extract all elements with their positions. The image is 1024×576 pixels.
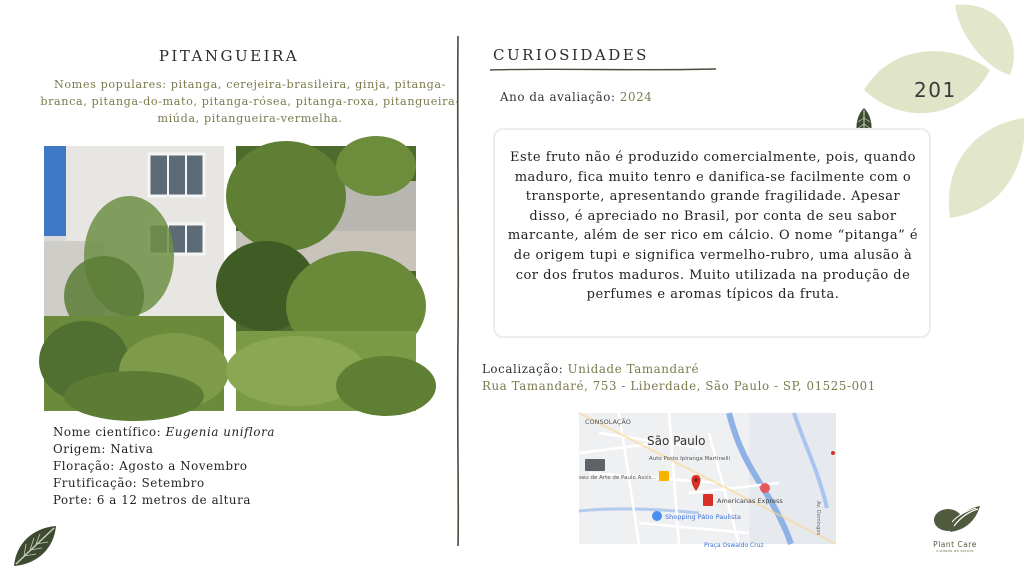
map-label-city: São Paulo <box>647 434 706 448</box>
evaluation-year <box>500 90 652 104</box>
plant-title: PITANGUEIRA <box>158 47 300 65</box>
year-value: 2024 <box>619 90 653 104</box>
map-label-museum: seu de Arte de Paulo Assis... <box>579 475 657 481</box>
scientific-name-label: Nome científico: <box>53 425 162 439</box>
fruiting-row: Frutificação: Setembro <box>53 476 205 490</box>
logo-tagline: cuidado da planta <box>936 549 974 553</box>
location-label: Localização: <box>482 362 564 376</box>
map-label-street: Av. Domingos <box>815 501 821 536</box>
scientific-name-row <box>53 424 275 441</box>
page-number: 201 <box>914 78 957 102</box>
title-underline <box>490 66 716 72</box>
map-label-district: CONSOLAÇÃO <box>585 418 631 426</box>
map-label-mall: Shopping Pátio Paulista <box>665 513 741 521</box>
size-row: Porte: 6 a 12 metros de altura <box>53 493 252 507</box>
flowering-row: Floração: Agosto a Novembro <box>53 459 248 473</box>
plant-photo-garden <box>236 146 416 411</box>
location-block <box>482 361 876 395</box>
plant-care-logo <box>922 502 988 553</box>
leaf-shape <box>949 118 1024 218</box>
logo-icon <box>928 502 982 536</box>
plant-photo-building <box>44 146 224 411</box>
map-label-store: Americanas Express <box>717 497 783 505</box>
scientific-name-value: Eugenia uniflora <box>165 425 275 439</box>
popular-names-label: Nomes populares: <box>53 78 167 91</box>
column-divider <box>455 36 461 546</box>
section-title: CURIOSIDADES <box>493 46 649 64</box>
year-label: Ano da avaliação: <box>500 90 616 104</box>
origin-row: Origem: Nativa <box>53 442 154 456</box>
location-address: Rua Tamandaré, 753 - Liberdade, São Paulo - SP, 01525-001 <box>482 379 876 393</box>
location-unit: Unidade Tamandaré <box>567 362 700 376</box>
location-map[interactable] <box>579 413 836 549</box>
plant-facts <box>53 424 275 509</box>
logo-name: Plant Care <box>933 540 977 549</box>
map-label-gas-station: Auto Posto Ipiranga Martinelli <box>649 456 731 462</box>
curiosity-text: Este fruto não é produzido comercialmente, pois, quando maduro, fica muito tenro e danifica-se facilmente com o transporte, apresentando grande fragilidade. Apesar disso, é apreciado no Brasil, por conta de seu sabor marcante, além de ser rico em cálcio. O nome “pitanga” é de origem tupi e significa vermelho-rubro, uma alusão à cor dos frutos maduros. Muito utilizada na produção de perfumes e aromas típicos da fruta. <box>507 150 919 303</box>
popular-names <box>40 76 460 127</box>
leaf-icon <box>10 522 60 570</box>
map-label-bottom: Praça Oswaldo Cruz <box>704 542 764 549</box>
location-row <box>482 361 876 378</box>
popular-names-value: pitanga, cerejeira-brasileira, ginja, pitanga-branca, pitanga-do-mato, pitanga-rósea, pitanga-roxa, pitangueira-miúda, pitangueira-vermelha. <box>40 78 460 125</box>
